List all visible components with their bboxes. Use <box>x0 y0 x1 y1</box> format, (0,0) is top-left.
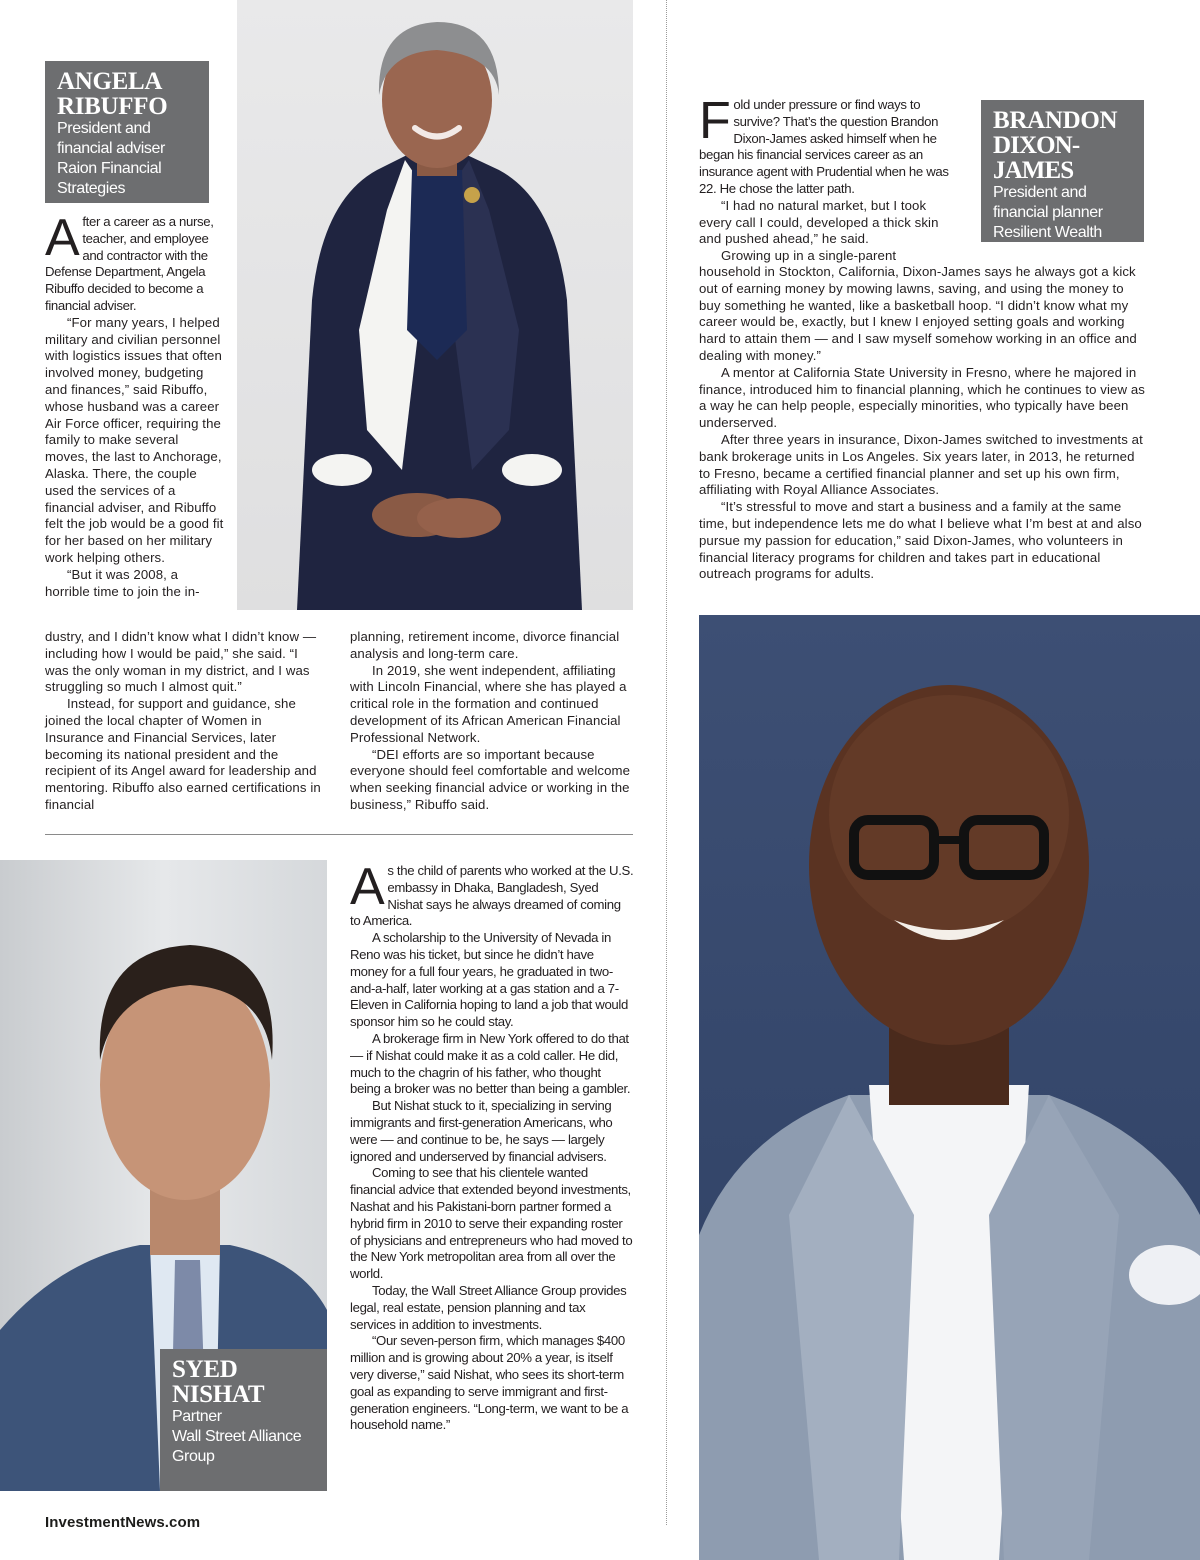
gutter-divider <box>666 0 667 1525</box>
angela-role-line1: President and <box>57 120 151 137</box>
angela-paragraph-2: “For many years, I helped military and civilian personnel with logistics issues that often involved money, budgeting and finances,” said Ribuffo, whose husband was a career Air Force officer, requiring the family to make several moves, the last to Anchorage, Alaska. There, the couple used the services of a financial adviser, and Ribuffo felt the job would be a good fit for her based on her military work helping others. <box>45 314 224 565</box>
angela-paragraph-3b: dustry, and I didn’t know what I didn’t know — including how I would be paid,” she said. “I was the only woman in my district, and I was struggling so much I almost quit.” <box>45 629 317 695</box>
angela-paragraph-3a: “But it was 2008, a horrible time to join the in- <box>45 566 200 599</box>
brandon-dropcap: F <box>699 92 731 150</box>
brandon-role-line3: Resilient Wealth <box>993 224 1102 241</box>
angela-paragraph-4: Instead, for support and guidance, she joined the local chapter of Women in Insurance and Financial Services, later becoming its national president and the recipient of its Angel award for leadership and mentoring. Ribuffo also earned certifications in financial <box>45 696 321 812</box>
syed-paragraph-2: A scholarship to the University of Nevada in Reno was his ticket, but since he didn’t have money for a full four years, he graduated in two-and-a-half, later working at a gas station and a 7-Eleven in California hoping to land a job that would sponsor him so he could stay. <box>350 930 628 1030</box>
brandon-name-line1: BRANDON <box>993 107 1118 134</box>
brandon-dixon-james-nameplate <box>981 100 1144 261</box>
angela-article-col1 <box>45 209 225 600</box>
syed-role-line3: Group <box>172 1448 215 1465</box>
brandon-paragraph-6: “It’s stressful to move and start a business and a family at the same time, but independence lets me do what I believe what I’m best at and also pursue my passion for education,” said Dixon-James, who volunteers in financial literacy programs for children and takes part in educational outreach programs for adults. <box>699 499 1142 582</box>
angela-paragraph-7: “DEI efforts are so important because everyone should feel comfortable and welcome when seeking financial advice or working in the business,” Ribuffo said. <box>350 746 631 812</box>
syed-role-line2: Wall Street Alliance <box>172 1428 302 1445</box>
brandon-role-line1: President and <box>993 184 1087 201</box>
brandon-paragraph-3a: Growing up in a single-parent <box>721 248 897 264</box>
syed-paragraph-4: But Nishat stuck to it, specializing in serving immigrants and first-generation Americans, who were — and continue to be, he says — largely ignored and underserved by financial advisers. <box>350 1098 613 1164</box>
angela-article-col2 <box>350 629 632 814</box>
angela-dropcap: A <box>45 209 80 267</box>
section-divider <box>45 834 633 835</box>
angela-role-line4: Strategies <box>57 180 126 197</box>
syed-paragraph-7: “Our seven-person firm, which manages $400 million and is growing about 20% a year, is itself very diverse,” said Nishat, who sees its short-term goal as expanding to serve immigrant and first-generation engineers. “Long-term, we want to be a household name.” <box>350 1333 629 1433</box>
brandon-article-top <box>699 92 961 265</box>
brandon-portrait-illustration <box>699 615 1200 1560</box>
syed-dropcap: A <box>350 858 385 916</box>
angela-ribuffo-nameplate <box>45 61 209 203</box>
syed-paragraph-5: Coming to see that his clientele wanted financial advice that extended beyond investments, Nashat and his Pakistani-born partner formed a hybrid firm in 2010 to serve their expanding roster of physicians and entrepreneurs who had moved to the New York metropolitan area from all over the world. <box>350 1165 633 1282</box>
brandon-paragraph-4: A mentor at California State University in Fresno, where he majored in finance, introduced him to financial planning, which he continues to view as a way he can help people, especially minorities, who typically have been underserved. <box>699 364 1145 431</box>
footer-site-url: InvestmentNews.com <box>45 1514 201 1531</box>
angela-paragraph-1: After a career as a nurse, teacher, and employee and contractor with the Defense Department, Angela Ribuffo decided to become a financial adviser. <box>45 209 214 313</box>
syed-paragraph-1: As the child of parents who worked at the U.S. embassy in Dhaka, Bangladesh, Syed Nishat says he always dreamed of coming to America. <box>350 858 634 929</box>
angela-role-line2: financial adviser <box>57 140 165 157</box>
brandon-role-line2: financial planner <box>993 204 1103 221</box>
brandon-paragraph-2: “I had no natural market, but I took every call I could, developed a thick skin and pushed ahead,” he said. <box>699 197 939 247</box>
syed-name-line1: SYED <box>172 1356 238 1383</box>
syed-paragraph-3: A brokerage firm in New York offered to do that — if Nishat could make it as a cold caller. He did, much to the chagrin of his father, who thought being a broker was no better than being a gambler. <box>350 1030 631 1097</box>
angela-paragraph-6: In 2019, she went independent, affiliating with Lincoln Financial, where she has played a critical role in the formation and continued development of its African American Financial Professional Network. <box>350 662 627 745</box>
angela-article-col1-lower <box>45 629 322 814</box>
brandon-paragraph-5: After three years in insurance, Dixon-James switched to investments at bank brokerage units in Los Angeles. Six years later, in 2013, he returned to Fresno, became a certified financial planner and set up his own firm, affiliating with Royal Alliance Associates. <box>699 431 1143 498</box>
syed-name-line2: NISHAT <box>172 1381 265 1408</box>
brandon-paragraph-3b: household in Stockton, California, Dixon-James says he always got a kick out of earning money by mowing lawns, saving, and using the money to buy something he wanted, like a basketball hoop. “I didn’t know what my career would be, exactly, but I knew I enjoyed setting goals and working hard to attain them — and I saw myself somehow working in an office and dealing with money.” <box>699 264 1137 363</box>
brandon-paragraph-1: Fold under pressure or find ways to survive? That’s the question Brandon Dixon-James asked himself when he began his financial services career as an insurance agent with Prudential when he was 22. He chose the latter path. <box>699 92 949 196</box>
angela-portrait-illustration <box>237 0 633 610</box>
angela-paragraph-5: planning, retirement income, divorce financial analysis and long-term care. <box>350 629 620 661</box>
brandon-name-line2: DIXON-JAMES <box>993 132 1080 184</box>
angela-name-line1: ANGELA <box>57 68 163 95</box>
brandon-article-wide <box>699 264 1147 583</box>
angela-role-line3: Raion Financial <box>57 160 162 177</box>
angela-ribuffo-photo <box>237 0 633 610</box>
syed-paragraph-6: Today, the Wall Street Alliance Group provides legal, real estate, pension planning and tax services in addition to investments. <box>350 1282 627 1332</box>
syed-article <box>350 858 634 1434</box>
brandon-role-line4: Management <box>993 244 1083 261</box>
brandon-dixon-james-photo <box>699 615 1200 1560</box>
syed-role-line1: Partner <box>172 1408 222 1425</box>
syed-nishat-nameplate <box>160 1349 327 1491</box>
angela-name-line2: RIBUFFO <box>57 93 168 120</box>
